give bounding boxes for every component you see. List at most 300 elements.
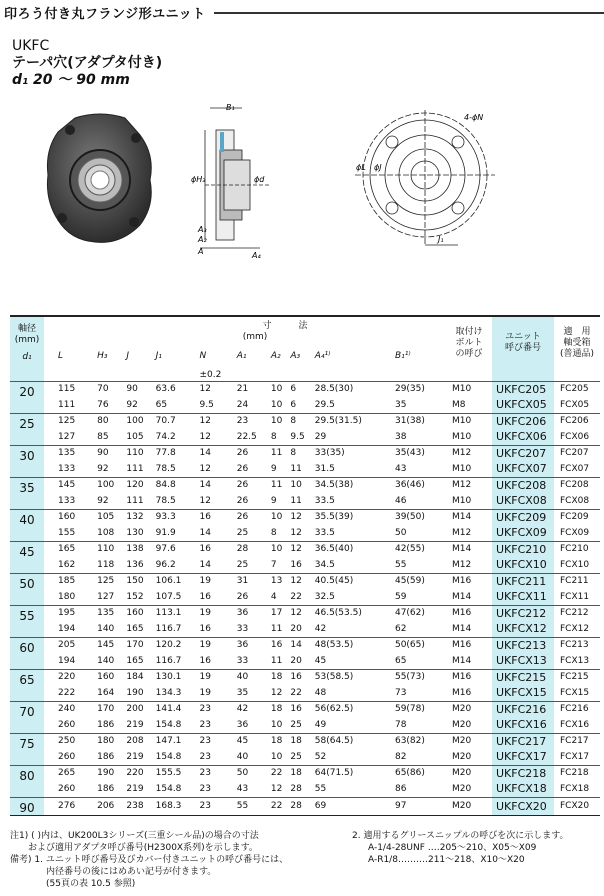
cell-bearing-box: FC217: [554, 733, 600, 749]
cell-J: 219: [126, 751, 144, 762]
cell-A2: 11: [270, 623, 283, 634]
cell-A3: 11: [290, 495, 302, 506]
cell-A4: 58(64.5): [315, 733, 395, 749]
cell-bolt: M20: [446, 797, 492, 815]
table-row: [10, 381, 600, 397]
cell-unit-number: UKFC216: [492, 701, 554, 717]
cell-A2: 8: [270, 527, 277, 538]
cell-B1: 97: [395, 797, 446, 815]
cell-L: 260: [58, 751, 76, 762]
cell-A2: 13: [271, 573, 291, 589]
cell-J: 165: [126, 655, 144, 666]
cell-A2: 9: [270, 495, 277, 506]
cell-N: 12: [199, 463, 211, 474]
cell-unit-number: UKFC207: [492, 445, 554, 461]
cell-unit-number: UKFCX16: [492, 717, 554, 733]
cell-B1: 82: [394, 751, 407, 762]
product-photo: [40, 110, 160, 250]
cell-N: 23: [200, 701, 237, 717]
cell-J: 110: [126, 445, 155, 461]
cell-B1: 43: [394, 463, 407, 474]
cell-bolt: M20: [452, 751, 472, 762]
cell-A3: 28: [290, 797, 314, 815]
cell-A4: 34.5(38): [315, 477, 395, 493]
shaft-diameter: 40: [10, 509, 44, 541]
cell-H3: 186: [97, 719, 115, 730]
cell-A1: 28: [237, 541, 271, 557]
label-J1: J₁: [438, 235, 444, 244]
cell-A2: 4: [270, 591, 277, 602]
front-view-drawing: [350, 110, 500, 260]
cell-N: 19: [200, 573, 237, 589]
cell-bolt: M12: [452, 527, 472, 538]
cell-N: 9.5: [199, 399, 214, 410]
cell-B1: 55: [394, 559, 407, 570]
cell-N: 19: [200, 669, 237, 685]
tol-label: ±0.2: [199, 369, 222, 380]
remark-1b: 内径番号の後にはめあい記号が付きます。: [10, 867, 217, 877]
cell-bearing-box: FC207: [554, 445, 600, 461]
cell-A2: 12: [270, 687, 283, 698]
cell-A2: 9: [270, 463, 277, 474]
cell-A1: 33: [236, 655, 249, 666]
cell-A2: 7: [270, 559, 277, 570]
cell-bearing-box: FCX17: [560, 751, 590, 762]
table-row: [10, 397, 600, 413]
col-H3: H₃: [97, 351, 108, 361]
cell-H3: 125: [97, 573, 126, 589]
cell-A3: 25: [290, 719, 302, 730]
cell-unit-number: UKFC205: [492, 381, 554, 397]
cell-unit-number: UKFCX11: [492, 589, 554, 605]
table-row: [10, 637, 600, 653]
cell-A1: 36: [237, 637, 271, 653]
cell-B1: 62: [394, 623, 407, 634]
cell-A4: 29: [314, 431, 327, 442]
cell-bearing-box: FCX09: [560, 527, 590, 538]
cell-A3: 11: [290, 463, 302, 474]
cell-J1: 130.1: [156, 669, 200, 685]
cell-A1: 26: [236, 495, 249, 506]
cell-N: 14: [199, 559, 211, 570]
table-row: [10, 653, 600, 669]
cell-A4: 48: [314, 687, 327, 698]
cell-B1: 78: [394, 719, 407, 730]
cell-L: 265: [44, 765, 97, 781]
cell-bolt: M20: [446, 733, 492, 749]
cell-H3: 118: [97, 559, 115, 570]
cell-J: 160: [126, 605, 155, 621]
model-subtitle: テーパ穴(アダプタ付き): [12, 55, 163, 71]
cell-bearing-box: FC205: [554, 381, 600, 397]
col-N: N: [199, 351, 207, 361]
cell-A4: 33(35): [315, 445, 395, 461]
cell-A1: 21: [237, 381, 271, 397]
cell-bearing-box: FCX13: [560, 655, 590, 666]
cell-A3: 12: [290, 573, 314, 589]
cell-B1: 50(65): [395, 637, 446, 653]
cell-J: 170: [126, 637, 155, 653]
shaft-diameter: 50: [10, 573, 44, 605]
cell-A2: 22: [271, 797, 291, 815]
model-range: d₁ 20 ～ 90 mm: [12, 72, 130, 88]
cell-A4: 29.5: [314, 399, 335, 410]
header-bolt-2: ボルト: [455, 337, 483, 348]
cell-N: 19: [200, 605, 237, 621]
cell-L: 162: [58, 559, 76, 570]
header-bolt-3: の呼び: [455, 348, 483, 359]
cell-J1: 155.5: [156, 765, 200, 781]
shaft-diameter: 45: [10, 541, 44, 573]
cell-bearing-box: FCX18: [560, 783, 590, 794]
cell-L: 160: [44, 509, 97, 525]
cell-B1: 50: [394, 527, 407, 538]
cell-A3: 14: [290, 637, 314, 653]
cell-L: 135: [44, 445, 97, 461]
cell-unit-number: UKFC209: [492, 509, 554, 525]
shaft-diameter: 70: [10, 701, 44, 733]
cell-N: 23: [200, 733, 237, 749]
cell-J1: 141.4: [156, 701, 200, 717]
header-dims: 寸 法: [262, 320, 308, 331]
col-A1: A₁: [236, 351, 247, 361]
cell-A2: 10: [270, 719, 283, 730]
cell-unit-number: UKFCX15: [492, 685, 554, 701]
table-row: [10, 413, 600, 429]
cell-N: 16: [200, 541, 237, 557]
cell-B1: 46: [394, 495, 407, 506]
cell-J: 190: [126, 687, 144, 698]
cell-J1: 116.7: [155, 655, 182, 666]
cell-A4: 35.5(39): [315, 509, 395, 525]
cell-J1: 106.1: [156, 573, 200, 589]
cell-J1: 107.5: [155, 591, 182, 602]
cell-B1: 73: [394, 687, 407, 698]
cell-J: 150: [126, 573, 155, 589]
cell-H3: 160: [97, 669, 126, 685]
cell-L: 195: [44, 605, 97, 621]
col-J1: J₁: [155, 351, 162, 361]
cell-bearing-box: FCX16: [560, 719, 590, 730]
cell-bearing-box: FC211: [554, 573, 600, 589]
cell-L: 276: [44, 797, 97, 815]
note-2b: A-R1/8‥‥‥‥‥211～218、X10～X20: [368, 855, 525, 865]
cell-A3: 8: [290, 445, 314, 461]
cell-A2: 18: [271, 669, 291, 685]
spec-table-header: [10, 316, 600, 381]
cell-A3: 28: [290, 783, 302, 794]
cell-L: 194: [58, 623, 76, 634]
cell-bearing-box: FC206: [554, 413, 600, 429]
cell-H3: 85: [97, 431, 109, 442]
cell-A4: 33.5: [314, 495, 335, 506]
cell-A2: 18: [271, 701, 291, 717]
cell-N: 16: [199, 591, 211, 602]
cell-A2: 10: [270, 399, 283, 410]
cell-H3: 92: [97, 495, 109, 506]
table-row: [10, 621, 600, 637]
cell-J: 111: [126, 463, 144, 474]
cell-B1: 39(50): [395, 509, 446, 525]
cell-A3: 20: [290, 655, 302, 666]
cell-A3: 22: [290, 591, 302, 602]
header-bolt-1: 取付け: [455, 326, 483, 337]
col-J: J: [126, 351, 130, 361]
cell-bolt: M14: [452, 655, 472, 666]
label-L: ϕL: [356, 163, 366, 172]
cell-unit-number: UKFCX08: [492, 493, 554, 509]
cell-N: 23: [199, 751, 211, 762]
shaft-diameter: 30: [10, 445, 44, 477]
table-row: [10, 797, 600, 815]
cell-J: 200: [126, 701, 155, 717]
cell-A2: 8: [270, 431, 277, 442]
cell-A4: 53(58.5): [315, 669, 395, 685]
cell-A4: 52: [314, 751, 327, 762]
cell-A1: 26: [237, 509, 271, 525]
cell-unit-number: UKFC211: [492, 573, 554, 589]
page-title: 印ろう付き丸フランジ形ユニット: [4, 7, 206, 22]
cell-A1: 35: [236, 687, 249, 698]
cell-B1: 36(46): [395, 477, 446, 493]
cell-B1: 59: [394, 591, 407, 602]
cell-L: 180: [58, 591, 76, 602]
cell-L: 127: [58, 431, 76, 442]
cell-L: 165: [44, 541, 97, 557]
cell-J1: 113.1: [156, 605, 200, 621]
cell-H3: 110: [97, 541, 126, 557]
cell-bearing-box: FCX07: [560, 463, 590, 474]
table-row: [10, 781, 600, 797]
label-B1: B₁: [226, 103, 235, 112]
cell-B1: 29(35): [395, 381, 446, 397]
header-shaft: 軸径: [17, 323, 36, 334]
cell-bearing-box: FCX05: [560, 399, 590, 410]
cell-L: 240: [44, 701, 97, 717]
cell-J: 130: [126, 527, 144, 538]
table-row: [10, 445, 600, 461]
note-2: 2. 適用するグリースニップルの呼びを次に示します。: [352, 831, 569, 841]
cell-H3: 135: [97, 605, 126, 621]
cell-J1: 65: [155, 399, 168, 410]
cell-N: 14: [200, 445, 237, 461]
cell-unit-number: UKFC210: [492, 541, 554, 557]
cell-H3: 92: [97, 463, 109, 474]
cell-N: 23: [200, 765, 237, 781]
cell-A3: 12: [290, 605, 314, 621]
table-row: [10, 589, 600, 605]
shaft-diameter: 55: [10, 605, 44, 637]
cell-bolt: M14: [446, 509, 492, 525]
cell-A2: 11: [270, 655, 283, 666]
cell-bolt: M14: [446, 541, 492, 557]
cell-A4: 48(53.5): [315, 637, 395, 653]
cell-bolt: M16: [446, 605, 492, 621]
cell-J: 132: [126, 509, 155, 525]
cell-L: 155: [58, 527, 76, 538]
cell-unit-number: UKFCX18: [492, 781, 554, 797]
label-d: ϕd: [254, 175, 265, 184]
cell-J1: 63.6: [156, 381, 200, 397]
cell-B1: 45(59): [395, 573, 446, 589]
cell-J: 120: [126, 477, 155, 493]
note-1a: 注1) ( )内は、UK200L3シリーズ(三重シール品)の場合の寸法: [10, 831, 259, 841]
cell-N: 12: [200, 413, 237, 429]
cell-A3: 18: [290, 765, 314, 781]
shaft-diameter: 20: [10, 381, 44, 413]
cell-L: 250: [44, 733, 97, 749]
cell-J1: 96.2: [155, 559, 176, 570]
cell-B1: 55(73): [395, 669, 446, 685]
cell-N: 16: [199, 623, 211, 634]
cell-L: 133: [58, 463, 76, 474]
cell-bolt: M20: [452, 783, 472, 794]
cell-J: 184: [126, 669, 155, 685]
cell-A1: 31: [237, 573, 271, 589]
label-A3: A₃: [198, 225, 207, 234]
cell-unit-number: UKFC215: [492, 669, 554, 685]
cell-A1: 25: [236, 527, 249, 538]
cell-H3: 100: [97, 477, 126, 493]
header-dims-unit: (mm): [242, 332, 268, 342]
table-row: [10, 493, 600, 509]
cell-N: 16: [199, 655, 211, 666]
cell-J1: 78.5: [155, 495, 176, 506]
cell-A2: 10: [271, 509, 291, 525]
cell-A1: 40: [237, 669, 271, 685]
cell-A4: 34.5: [314, 559, 335, 570]
cell-A4: 29.5(31.5): [315, 413, 395, 429]
cell-J: 90: [126, 381, 155, 397]
cell-bearing-box: FCX20: [554, 797, 600, 815]
cell-A4: 49: [314, 719, 327, 730]
cell-H3: 90: [97, 445, 126, 461]
note-1b: および適用アダプタ呼び番号(H2300X系列)を示します。: [10, 843, 258, 853]
table-row: [10, 701, 600, 717]
cell-H3: 140: [97, 655, 115, 666]
label-A: A: [198, 247, 204, 256]
header-d1: d₁: [22, 351, 32, 362]
cell-unit-number: UKFCX10: [492, 557, 554, 573]
cell-J: 219: [126, 719, 144, 730]
spec-table-body: [10, 381, 600, 815]
table-row: [10, 429, 600, 445]
label-N: 4-ϕN: [464, 113, 484, 122]
table-row: [10, 573, 600, 589]
cell-A4: 45: [314, 655, 327, 666]
cell-bolt: M14: [452, 591, 472, 602]
table-row: [10, 765, 600, 781]
cell-A4: 55: [314, 783, 327, 794]
cell-A2: 11: [271, 477, 291, 493]
cell-B1: 63(82): [395, 733, 446, 749]
cell-A2: 11: [271, 445, 291, 461]
cell-A4: 31.5: [314, 463, 335, 474]
col-A3: A₃: [290, 351, 301, 361]
cell-bolt: M10: [452, 463, 472, 474]
cell-H3: 127: [97, 591, 115, 602]
cell-unit-number: UKFC212: [492, 605, 554, 621]
cell-L: 260: [58, 719, 76, 730]
cell-J: 111: [126, 495, 144, 506]
cell-bolt: M14: [452, 623, 472, 634]
note-2a: A-1/4-28UNF ‥‥205～210、X05～X09: [368, 843, 537, 853]
cell-H3: 170: [97, 701, 126, 717]
spec-table: [10, 315, 600, 815]
cell-L: 222: [58, 687, 76, 698]
cell-J1: 134.3: [155, 687, 182, 698]
cell-A1: 26: [237, 445, 271, 461]
header-rule: [214, 12, 604, 14]
cell-bolt: M8: [452, 399, 466, 410]
table-row: [10, 669, 600, 685]
cell-A1: 26: [236, 463, 249, 474]
cell-unit-number: UKFCX06: [492, 429, 554, 445]
cell-A3: 12: [290, 527, 302, 538]
cell-unit-number: UKFC206: [492, 413, 554, 429]
cell-A1: 23: [237, 413, 271, 429]
cell-A2: 10: [270, 751, 283, 762]
header-bearing-3: (普通品): [559, 348, 595, 359]
cell-A1: 43: [236, 783, 249, 794]
cell-A1: 45: [237, 733, 271, 749]
cell-bearing-box: FC209: [554, 509, 600, 525]
header-bearing-2: 軸受箱: [563, 337, 591, 348]
cell-N: 19: [200, 637, 237, 653]
label-A2: A₂: [198, 235, 207, 244]
cell-L: 145: [44, 477, 97, 493]
cell-bearing-box: FCX10: [560, 559, 590, 570]
cell-bolt: M20: [446, 701, 492, 717]
cell-bearing-box: FC212: [554, 605, 600, 621]
cell-N: 14: [200, 477, 237, 493]
side-section-drawing: [190, 102, 280, 262]
cell-A4: 56(62.5): [315, 701, 395, 717]
cell-A1: 33: [236, 623, 249, 634]
cell-J: 136: [126, 559, 144, 570]
table-row: [10, 749, 600, 765]
cell-J1: 154.8: [155, 751, 182, 762]
shaft-diameter: 90: [10, 797, 44, 815]
table-row: [10, 477, 600, 493]
cell-A3: 10: [290, 477, 314, 493]
cell-J1: 84.8: [156, 477, 200, 493]
cell-bolt: M12: [446, 445, 492, 461]
cell-J: 165: [126, 623, 144, 634]
shaft-diameter: 60: [10, 637, 44, 669]
cell-H3: 140: [97, 623, 115, 634]
cell-A1: 22.5: [236, 431, 257, 442]
cell-A1: 40: [236, 751, 249, 762]
cell-J1: 154.8: [155, 783, 182, 794]
cell-A1: 24: [236, 399, 249, 410]
cell-L: 133: [58, 495, 76, 506]
cell-A3: 12: [290, 509, 314, 525]
cell-J1: 97.6: [156, 541, 200, 557]
cell-bolt: M20: [452, 719, 472, 730]
cell-B1: 38: [394, 431, 407, 442]
cell-A2: 10: [271, 413, 291, 429]
col-A2: A₂: [270, 351, 281, 361]
cell-A4: 69: [315, 797, 395, 815]
table-row: [10, 733, 600, 749]
cell-B1: 65: [394, 655, 407, 666]
cell-A2: 22: [271, 765, 291, 781]
cell-A4: 28.5(30): [315, 381, 395, 397]
cell-J1: 147.1: [156, 733, 200, 749]
cell-bolt: M10: [446, 413, 492, 429]
cell-A3: 16: [290, 669, 314, 685]
